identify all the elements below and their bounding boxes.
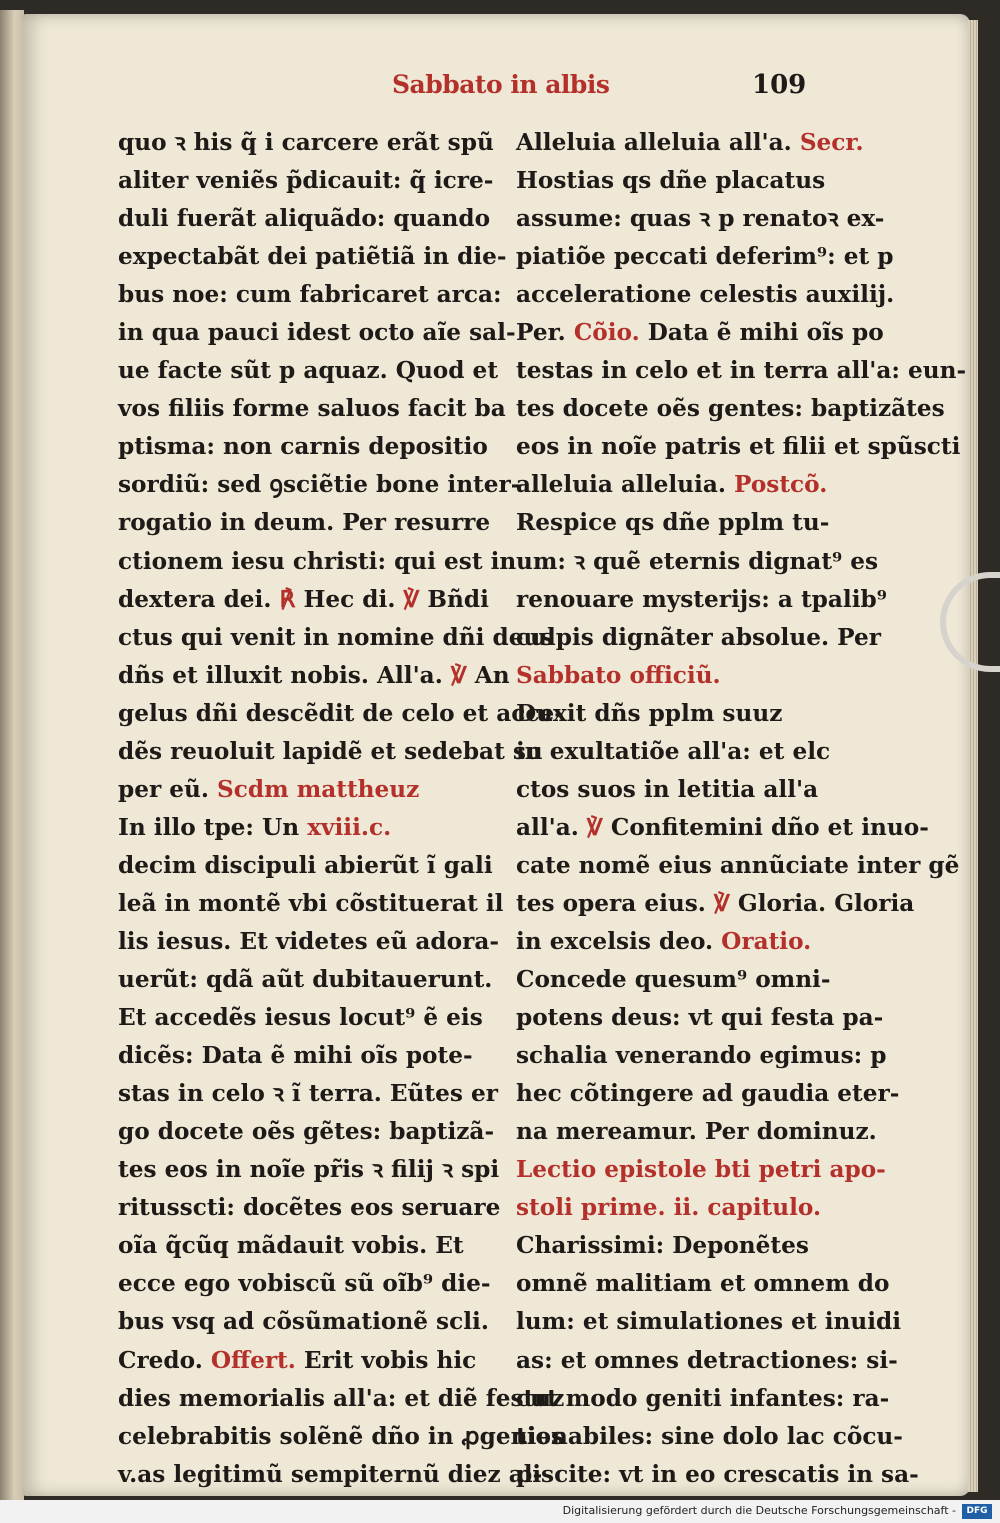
text-line: lum: et simulationes et inuidi (516, 1308, 902, 1336)
footer-bar (0, 1500, 1000, 1523)
text-line: dextera dei. ℟ Hec di. ℣ Bñdi (118, 585, 489, 613)
text-line: go docete oẽs gẽtes: baptizã- (118, 1118, 495, 1146)
text-line: alleluia alleluia. Postcõ. (516, 471, 828, 499)
text-line: v.as legitimũ sempiternũ diez al- (118, 1460, 543, 1488)
text-line: ecce ego vobiscũ sũ oĩb⁹ die- (118, 1270, 491, 1298)
text-line: tes docete oẽs gentes: baptizãtes (516, 395, 945, 423)
text-line: cut modo geniti infantes: ra- (516, 1384, 890, 1412)
text-line: testas in celo et in terra all'a: eun- (516, 357, 967, 385)
text-line: Sabbato officiũ. (516, 661, 721, 689)
text-line: quo ꝛ his q̃ i carcere erãt spũ (118, 129, 494, 156)
text-line: as: et omnes detractiones: si- (516, 1346, 898, 1374)
text-line: Charissimi: Deponẽtes (516, 1232, 809, 1260)
running-head: Sabbato in albis (392, 70, 610, 99)
text-line: aliter veniẽs p̃dicauit: q̃ icre- (118, 167, 494, 195)
text-line: hec cõtingere ad gaudia eter- (516, 1080, 900, 1108)
text-line: oĩa q̃cũq mãdauit vobis. Et (118, 1232, 464, 1260)
text-line: all'a. ℣ Confitemini dño et inuo- (516, 813, 929, 841)
text-line: piatiõe peccati deferim⁹: et p (516, 243, 894, 271)
text-line: uerũt: qdã aũt dubitauerunt. (118, 966, 493, 994)
text-line: na mereamur. Per dominuz. (516, 1118, 877, 1146)
fore-edge (968, 20, 978, 1492)
text-line: tes eos in noĩe pr̃is ꝛ filij ꝛ spi (118, 1156, 500, 1184)
text-line: ptisma: non carnis depositio (118, 433, 488, 461)
dfg-logo: DFG (962, 1504, 992, 1519)
text-line: celebrabitis solẽnẽ dño in ꝓgenies (118, 1422, 565, 1450)
text-line: bus vsq ad cõsũmationẽ scli. (118, 1308, 489, 1336)
text-line: rogatio in deum. Per resurre (118, 509, 491, 537)
text-line: ue facte sũt p aquaz. Quod et (118, 357, 499, 385)
text-line: per eũ. Scdm mattheuz (118, 775, 420, 803)
text-line: Hostias qs dñe placatus (516, 167, 826, 195)
text-line: ctionem iesu christi: qui est in (118, 547, 517, 575)
text-line: Alleluia alleluia all'a. Secr. (516, 129, 864, 156)
text-line: gelus dñi descẽdit de celo et acce- (118, 699, 564, 727)
text-line: cate nomẽ eius annũciate inter gẽ (516, 851, 960, 879)
text-line: um: ꝛ quẽ eternis dignat⁹ es (516, 547, 879, 575)
text-line: leã in montẽ vbi cõstituerat il (118, 889, 504, 917)
text-line: ctus qui venit in nomine dñi deus (118, 623, 554, 651)
text-line: eos in noĩe patris et filii et spũscti (516, 433, 961, 461)
text-line: omnẽ malitiam et omnem do (516, 1270, 890, 1298)
text-line: in excelsis deo. Oratio. (516, 927, 812, 955)
text-line: Concede quesum⁹ omni- (516, 966, 831, 994)
text-line: in exultatiõe all'a: et elc (516, 737, 831, 765)
text-line: ritusscti: docẽtes eos seruare (118, 1194, 501, 1222)
text-line: lis iesus. Et videtes eũ adora- (118, 927, 499, 955)
text-line: potens deus: vt qui festa pa- (516, 1004, 884, 1032)
text-line: vos filiis forme saluos facit ba (118, 395, 506, 423)
text-line: renouare mysterijs: a tpalib⁹ (516, 585, 887, 613)
text-line: acceleratione celestis auxilij. (516, 281, 895, 309)
text-line: duli fuerãt aliquãdo: quando (118, 205, 491, 233)
text-line: bus noe: cum fabricaret arca: (118, 281, 502, 309)
left-column (118, 124, 565, 1488)
text-line: dñs et illuxit nobis. All'a. ℣ An (118, 661, 510, 689)
text-line: Duxit dñs pplm suuz (516, 699, 783, 727)
text-line: tes opera eius. ℣ Gloria. Gloria (516, 889, 915, 917)
text-line: stoli prime. ii. capitulo. (516, 1194, 822, 1222)
text-line: Et accedẽs iesus locut⁹ ẽ eis (118, 1004, 483, 1032)
text-line: assume: quas ꝛ p renatoꝛ ex- (516, 205, 885, 233)
text-line: decim discipuli abierũt ĩ gali (118, 851, 493, 879)
text-line: dẽs reuoluit lapidẽ et sedebat su (118, 737, 543, 765)
text-line: culpis dignãter absolue. Per (516, 623, 881, 651)
left-page-edge (0, 10, 24, 1500)
text-line: tionabiles: sine dolo lac cõcu- (516, 1422, 903, 1450)
right-column (516, 124, 967, 1488)
text-line: sordiũ: sed ꝯsciẽtie bone inter- (118, 471, 521, 499)
text-line: Respice qs dñe pplm tu- (516, 509, 830, 537)
text-line: in qua pauci idest octo aĩe sal- (118, 319, 516, 347)
text-line: piscite: vt in eo crescatis in sa- (516, 1460, 919, 1488)
text-line: Credo. Offert. Erit vobis hic (118, 1346, 477, 1374)
footer-credit: Digitalisierung gefördert durch die Deutsche Forschungsgemeinschaft - (562, 1504, 956, 1517)
text-line: stas in celo ꝛ ĩ terra. Eũtes er (118, 1080, 498, 1108)
text-line: dicẽs: Data ẽ mihi oĩs pote- (118, 1042, 473, 1070)
text-line: ctos suos in letitia all'a (516, 775, 819, 803)
text-line: Lectio epistole bti petri apo- (516, 1156, 886, 1184)
text-line: expectabãt dei patiẽtiã in die- (118, 243, 507, 271)
folio-number: 109 (752, 70, 807, 100)
text-line: In illo tpe: Un xviii.c. (118, 813, 392, 841)
text-line: schalia venerando egimus: p (516, 1042, 887, 1070)
text-line: Per. Cõio. Data ẽ mihi oĩs po (516, 319, 884, 347)
text-line: dies memorialis all'a: et diẽ festuz (118, 1384, 565, 1412)
